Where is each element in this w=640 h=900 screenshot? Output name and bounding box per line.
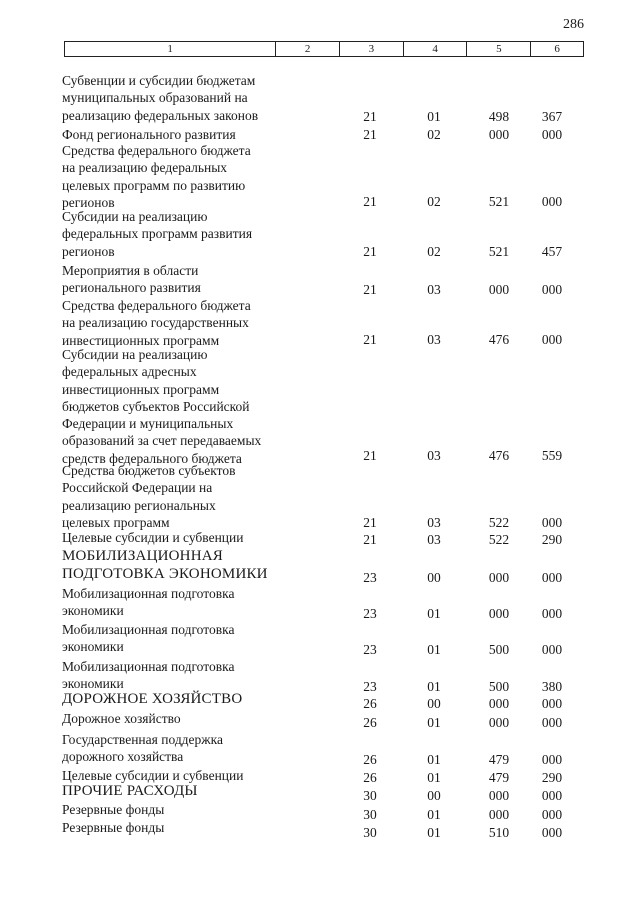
row-name: ПРОЧИЕ РАСХОДЫ (62, 783, 198, 799)
row-code-c2: 21 (363, 282, 377, 297)
row-code-c5: 000 (541, 515, 563, 530)
row-code-c2: 21 (363, 532, 377, 547)
row-code-c3: 00 (427, 696, 441, 711)
row-code-c3: 01 (427, 807, 441, 822)
row-code-c3: 03 (427, 448, 441, 463)
row-code-c5: 000 (541, 715, 563, 730)
row-code-c2: 21 (363, 109, 377, 124)
row-code-c5: 290 (541, 532, 563, 547)
row-name: МОБИЛИЗАЦИОННАЯ ПОДГОТОВКА ЭКОНОМИКИ (62, 548, 268, 582)
row-code-c4: 498 (488, 109, 510, 124)
row-code-c3: 03 (427, 282, 441, 297)
row-code-c3: 01 (427, 109, 441, 124)
row-code-c3: 03 (427, 332, 441, 347)
row-code-c3: 01 (427, 825, 441, 840)
row-name: Целевые субсидии и субвенции (62, 530, 244, 545)
header-col-4: 4 (404, 42, 468, 56)
header-col-2: 2 (276, 42, 340, 56)
row-code-c2: 26 (363, 696, 377, 711)
row-code-c5: 367 (541, 109, 563, 124)
row-name: Средства федерального бюджета на реализацию федеральных целевых программ по развитию регионов (62, 143, 251, 210)
row-code-c5: 457 (541, 244, 563, 259)
row-name: Фонд регионального развития (62, 127, 236, 142)
row-code-c2: 21 (363, 127, 377, 142)
row-code-c3: 01 (427, 679, 441, 694)
header-col-6: 6 (554, 43, 560, 55)
row-code-c5: 000 (541, 788, 563, 803)
header-col-1: 1 (65, 42, 276, 56)
row-code-c3: 01 (427, 752, 441, 767)
row-code-c5: 000 (541, 696, 563, 711)
row-code-c3: 01 (427, 770, 441, 785)
row-name: ДОРОЖНОЕ ХОЗЯЙСТВО (62, 691, 243, 707)
row-name: Субвенции и субсидии бюджетам муниципальных образований на реализацию федеральных законов (62, 73, 259, 123)
row-code-c5: 290 (541, 770, 563, 785)
row-name: Субсидии на реализацию федеральных программ развития регионов (62, 209, 253, 259)
row-code-c2: 23 (363, 679, 377, 694)
row-code-c4: 479 (488, 770, 510, 785)
row-name: Мероприятия в области регионального развития (62, 263, 201, 296)
row-code-c4: 521 (488, 244, 510, 259)
row-code-c5: 000 (541, 807, 563, 822)
row-code-c4: 510 (488, 825, 510, 840)
row-code-c4: 479 (488, 752, 510, 767)
row-name: Резервные фонды (62, 820, 165, 835)
row-code-c4: 000 (488, 788, 510, 803)
row-code-c2: 26 (363, 752, 377, 767)
row-code-c2: 21 (363, 515, 377, 530)
row-code-c5: 000 (541, 194, 563, 209)
row-code-c2: 26 (363, 770, 377, 785)
row-code-c2: 23 (363, 570, 377, 585)
row-name: Целевые субсидии и субвенции (62, 768, 244, 783)
row-code-c2: 21 (363, 448, 377, 463)
row-code-c2: 23 (363, 642, 377, 657)
row-code-c3: 02 (427, 244, 441, 259)
row-code-c3: 02 (427, 194, 441, 209)
row-code-c5: 000 (541, 642, 563, 657)
row-code-c4: 000 (488, 282, 510, 297)
row-name: Средства бюджетов субъектов Российской Федерации на реализацию региональных целевых программ (62, 463, 236, 530)
page-number: 286 (563, 17, 584, 32)
row-code-c5: 000 (541, 282, 563, 297)
row-code-c3: 01 (427, 642, 441, 657)
row-code-c4: 521 (488, 194, 510, 209)
row-code-c4: 522 (488, 532, 510, 547)
row-code-c3: 03 (427, 532, 441, 547)
header-col-3: 3 (340, 42, 404, 56)
row-code-c2: 30 (363, 807, 377, 822)
row-code-c5: 000 (541, 606, 563, 621)
row-code-c5: 000 (541, 127, 563, 142)
row-code-c4: 000 (488, 715, 510, 730)
row-code-c4: 000 (488, 127, 510, 142)
row-code-c4: 476 (488, 332, 510, 347)
row-code-c4: 500 (488, 642, 510, 657)
row-code-c5: 380 (541, 679, 563, 694)
row-name: Дорожное хозяйство (62, 711, 181, 726)
row-code-c4: 000 (488, 570, 510, 585)
row-name: Средства федерального бюджета на реализацию государственных инвестиционных программ (62, 298, 251, 348)
row-code-c4: 000 (488, 696, 510, 711)
row-code-c3: 01 (427, 606, 441, 621)
row-code-c3: 00 (427, 570, 441, 585)
row-name: Резервные фонды (62, 802, 165, 817)
row-code-c2: 30 (363, 788, 377, 803)
row-code-c2: 21 (363, 194, 377, 209)
row-name: Мобилизационная подготовка экономики (62, 659, 235, 692)
row-name: Мобилизационная подготовка экономики (62, 622, 235, 655)
row-code-c4: 000 (488, 606, 510, 621)
row-code-c4: 500 (488, 679, 510, 694)
row-code-c5: 000 (541, 752, 563, 767)
row-code-c2: 21 (363, 332, 377, 347)
row-code-c4: 000 (488, 807, 510, 822)
header-col-5: 5 (467, 42, 531, 56)
row-code-c2: 21 (363, 244, 377, 259)
row-code-c4: 522 (488, 515, 510, 530)
row-code-c3: 03 (427, 515, 441, 530)
row-name: Субсидии на реализацию федеральных адресных инвестиционных программ бюджетов субъектов Российской Федерации и муниципальных образований за счет передаваемых средств федерального бюджета (62, 347, 262, 466)
row-code-c3: 01 (427, 715, 441, 730)
row-code-c4: 476 (488, 448, 510, 463)
row-name: Мобилизационная подготовка экономики (62, 586, 235, 619)
row-code-c5: 559 (541, 448, 563, 463)
row-code-c5: 000 (541, 825, 563, 840)
row-code-c5: 000 (541, 332, 563, 347)
row-code-c2: 26 (363, 715, 377, 730)
row-code-c2: 30 (363, 825, 377, 840)
row-code-c3: 00 (427, 788, 441, 803)
row-code-c5: 000 (541, 570, 563, 585)
row-code-c3: 02 (427, 127, 441, 142)
row-code-c2: 23 (363, 606, 377, 621)
row-name: Государственная поддержка дорожного хозяйства (62, 732, 223, 765)
